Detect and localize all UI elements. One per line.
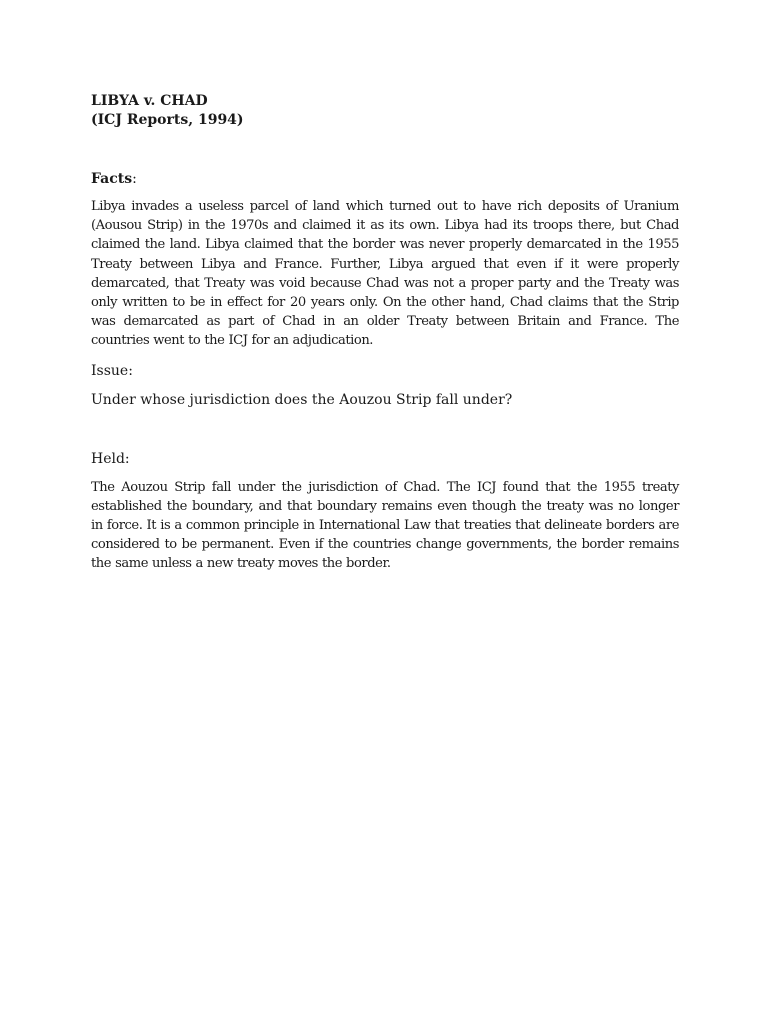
document-page <box>91 92 679 574</box>
case-title: LIBYA v. CHAD <box>91 93 208 109</box>
held-paragraph: The Aouzou Strip fall under the jurisdiction of Chad. The ICJ found that the 1955 treaty established the boundary, and that boundary remains even though the treaty was no longer in force. It is a common principle in International Law that treaties that delineate borders are considered to be permanent. Even if the countries change governments, the border remains the same unless a new treaty moves the border. <box>91 479 679 572</box>
issue-question: Under whose jurisdiction does the Aouzou Strip fall under? <box>91 391 513 408</box>
facts-label: Facts <box>91 171 133 187</box>
held-heading: Held: <box>91 450 130 467</box>
facts-paragraph: Libya invades a useless parcel of land which turned out to have rich deposits of Uranium (Aousou Strip) in the 1970s and claimed it as its own. Libya had its troops there, but Chad claimed the land. Libya claimed that the border was never properly demarcated in the 1955 Treaty between Libya and France. Further, Libya argued that even if it were properly demarcated, that Treaty was void because Chad was not a proper party and the Treaty was only written to be in effect for 20 years only. On the other hand, Chad claims that the Strip was demarcated as part of Chad in an older Treaty between Britain and France. The countries went to the ICJ for an adjudication. <box>91 199 679 349</box>
case-citation: (ICJ Reports, 1994) <box>91 112 244 128</box>
facts-colon: : <box>132 171 137 187</box>
facts-heading <box>91 169 679 189</box>
issue-heading: Issue: <box>91 362 133 379</box>
